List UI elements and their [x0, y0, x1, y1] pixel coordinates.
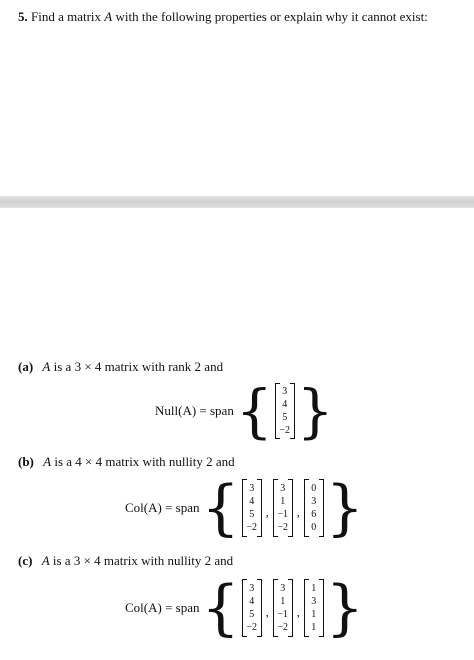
vector-separator: , [265, 505, 269, 519]
part-b-vector-3: 0 3 6 0 [304, 479, 324, 537]
vector-separator: , [296, 505, 300, 519]
part-c-description: is a 3 × 4 matrix with nullity 2 and [52, 553, 234, 568]
part-a-lhs: Null(A) = span [155, 403, 234, 418]
part-b [18, 454, 458, 470]
problem-number: 5. [18, 9, 28, 24]
vector-separator: , [265, 605, 269, 619]
part-c-vector-1: 3 4 5 −2 [242, 579, 262, 637]
left-brace-icon: { [201, 473, 240, 543]
part-c-equation [125, 573, 364, 643]
part-b-vector-1: 3 4 5 −2 [242, 479, 262, 537]
part-c-vector-2: 3 1 −1 −2 [273, 579, 293, 637]
part-c [18, 553, 458, 569]
part-a [18, 359, 458, 375]
problem-text-before: Find a matrix [31, 9, 102, 24]
problem-matrix-var: A [104, 9, 113, 24]
part-b-label: (b) [18, 454, 34, 469]
part-b-lhs: Col(A) = span [125, 500, 200, 515]
part-c-vector-3: 1 3 1 1 [304, 579, 324, 637]
part-a-equation [155, 377, 334, 445]
part-a-description: is a 3 × 4 matrix with rank 2 and [53, 359, 224, 374]
part-b-equation [125, 473, 364, 543]
right-brace-icon: } [325, 573, 364, 643]
right-brace-icon: } [296, 377, 334, 445]
problem-statement [18, 8, 438, 25]
part-b-var: A [43, 454, 52, 469]
left-brace-icon: { [235, 377, 273, 445]
part-a-var: A [42, 359, 51, 374]
part-a-vector-1: 3 4 5 −2 [275, 383, 295, 439]
vector-separator: , [296, 605, 300, 619]
part-b-description: is a 4 × 4 matrix with nullity 2 and [54, 454, 235, 469]
section-divider [0, 196, 474, 208]
part-b-vector-2: 3 1 −1 −2 [273, 479, 293, 537]
problem-area [0, 0, 474, 196]
problem-text-after: with the following properties or explain why it cannot exist: [115, 9, 428, 24]
right-brace-icon: } [325, 473, 364, 543]
part-c-label: (c) [18, 553, 33, 568]
part-c-var: A [41, 553, 50, 568]
left-brace-icon: { [201, 573, 240, 643]
part-a-label: (a) [18, 359, 34, 374]
part-c-lhs: Col(A) = span [125, 600, 200, 615]
